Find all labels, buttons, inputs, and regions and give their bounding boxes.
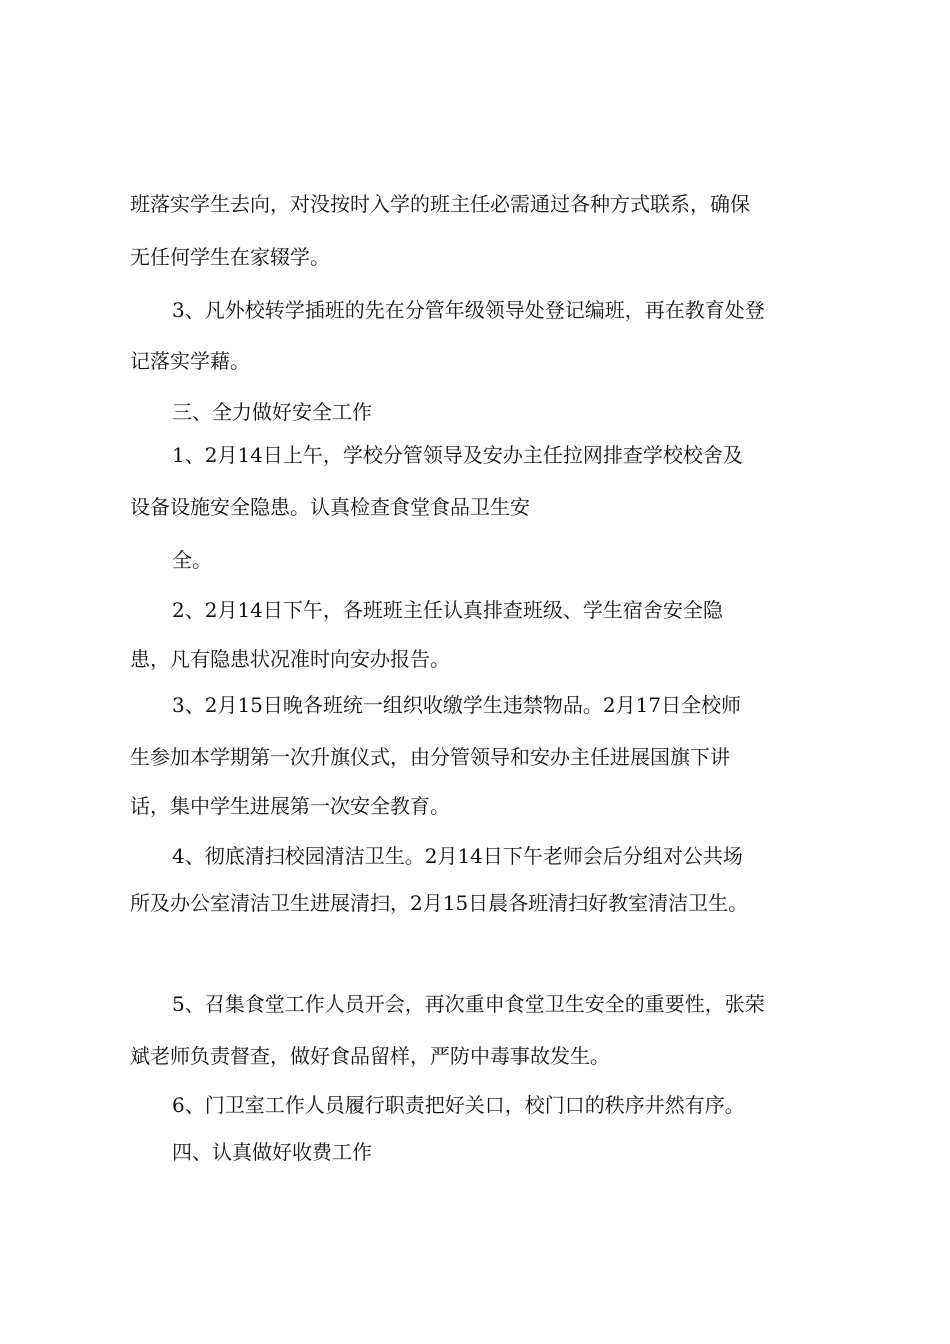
text-line: 4、彻底清扫校园清洁卫生。2月14日下午老师会后分组对公共场 xyxy=(172,844,743,868)
text-line: 记落实学藉。 xyxy=(130,349,250,373)
text-line: 话，集中学生进展第一次安全教育。 xyxy=(130,794,450,818)
text-line: 斌老师负责督查，做好食品留样，严防中毒事故发生。 xyxy=(130,1044,610,1068)
text-line: 所及办公室清洁卫生进展清扫，2月15日晨各班清扫好教室清洁卫生。 xyxy=(130,891,749,915)
text-line: 1、2月14日上午，学校分管领导及安办主任拉网排查学校校舍及 xyxy=(172,443,743,467)
text-line: 设备设施安全隐患。认真检查食堂食品卫生安 xyxy=(130,495,530,519)
text-line: 5、召集食堂工作人员开会，再次重申食堂卫生安全的重要性，张荣 xyxy=(172,992,765,1016)
section-heading: 三、全力做好安全工作 xyxy=(172,400,372,424)
text-line: 生参加本学期第一次升旗仪式，由分管领导和安办主任进展国旗下讲 xyxy=(130,745,730,769)
text-line: 全。 xyxy=(172,548,212,572)
text-line: 班落实学生去向，对没按时入学的班主任必需通过各种方式联系，确保 xyxy=(130,192,750,216)
text-line: 患，凡有隐患状况准时向安办报告。 xyxy=(130,647,450,671)
text-line: 2、2月14日下午，各班班主任认真排查班级、学生宿舍安全隐 xyxy=(172,598,723,622)
section-heading: 四、认真做好收费工作 xyxy=(172,1140,372,1164)
text-line: 6、门卫室工作人员履行职责把好关口，校门口的秩序井然有序。 xyxy=(172,1093,745,1117)
text-line: 3、2月15日晚各班统一组织收缴学生违禁物品。2月17日全校师 xyxy=(172,693,742,717)
text-line: 无任何学生在家辍学。 xyxy=(130,245,330,269)
text-line: 3、凡外校转学插班的先在分管年级领导处登记编班，再在教育处登 xyxy=(172,298,765,322)
